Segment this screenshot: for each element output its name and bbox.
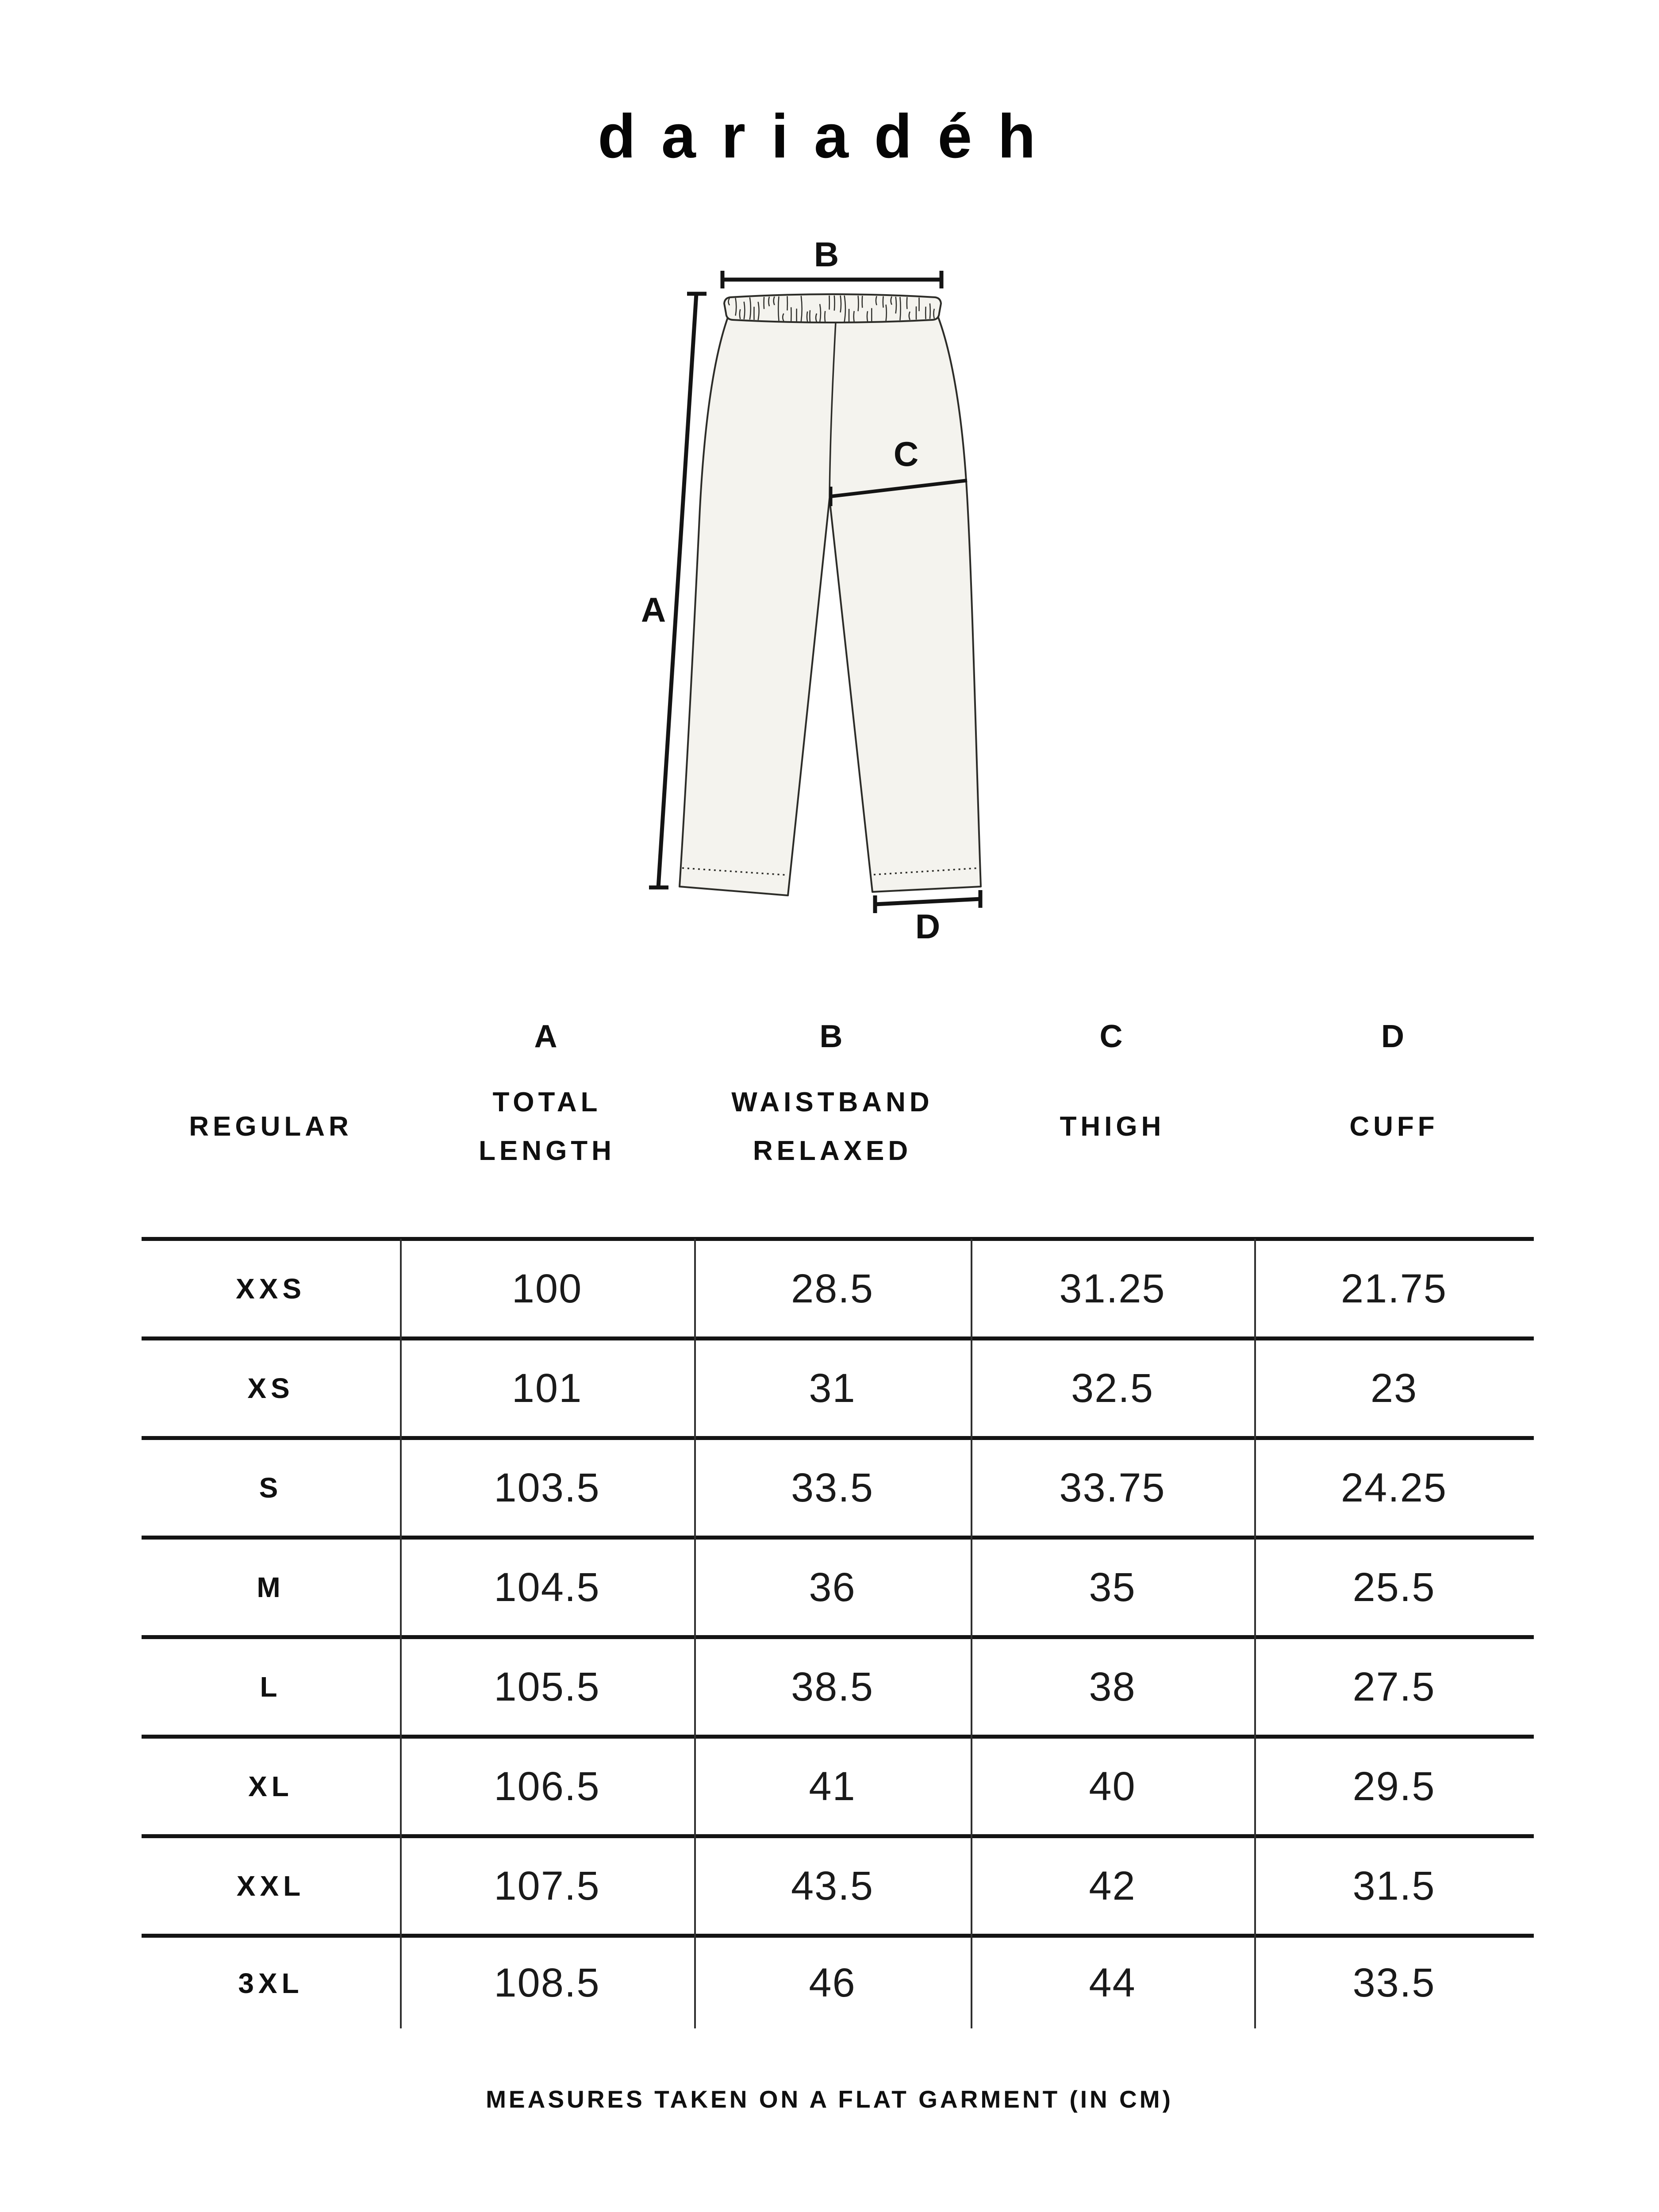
size-label: L [260,1671,282,1703]
header-line: WAISTBAND [731,1087,933,1118]
measurement-note: MEASURES TAKEN ON A FLAT GARMENT (IN CM) [486,2085,1173,2113]
size-label: XL [248,1770,293,1802]
table-row [142,1639,1534,1735]
table-row [142,1838,1534,1934]
cuff-value: 24.25 [1340,1465,1448,1510]
waistband-value: 36 [809,1564,856,1610]
size-label: XXS [235,1273,306,1305]
gather-line [834,296,835,311]
thigh-value: 42 [1089,1863,1136,1909]
total-length-value: 104.5 [494,1564,600,1610]
cuff-value: 31.5 [1352,1863,1436,1909]
thigh-value: 38 [1089,1664,1136,1709]
waistband-value: 38.5 [791,1664,874,1709]
waistband-value: 33.5 [791,1465,874,1510]
thigh-value: 35 [1089,1564,1136,1610]
fit-label: REGULAR [189,1111,353,1142]
row-separator [142,1735,1534,1739]
table-row [142,1241,1534,1336]
table-row [142,1340,1534,1436]
gather-line [933,309,934,319]
column-header-thigh: THIGH [1060,1111,1165,1142]
total-length-value: 101 [511,1365,583,1411]
header-line: TOTAL [492,1087,602,1118]
gather-line [862,296,863,308]
column-letter-b: B [819,1019,845,1054]
thigh-value: 40 [1089,1763,1136,1809]
cuff-value: 23 [1370,1365,1418,1411]
row-separator [142,1237,1534,1241]
diagram-label-d: D [915,907,941,946]
row-separator [142,1934,1534,1938]
row-separator [142,1436,1534,1440]
pants-body [680,316,981,895]
diagram-label-b: B [814,235,839,274]
brand-logo: dariadéh [598,101,1061,171]
total-length-value: 108.5 [494,1960,600,2005]
table-row [142,1938,1534,2028]
row-separator [142,1336,1534,1340]
header-line: LENGTH [479,1136,615,1166]
cuff-value: 27.5 [1352,1664,1436,1709]
column-header-cuff: CUFF [1349,1111,1439,1142]
column-letter-c: C [1099,1019,1125,1054]
thigh-value: 31.25 [1059,1266,1166,1311]
size-label: M [257,1571,285,1603]
row-separator [142,1834,1534,1838]
total-length-value: 105.5 [494,1664,600,1709]
cuff-value: 21.75 [1340,1266,1448,1311]
column-letter-a: A [534,1019,560,1054]
table-row [142,1440,1534,1536]
row-separator [142,1536,1534,1540]
total-length-value: 103.5 [494,1465,600,1510]
cuff-value: 29.5 [1352,1763,1436,1809]
total-length-value: 106.5 [494,1763,600,1809]
total-length-value: 100 [511,1266,583,1311]
waistband-value: 43.5 [791,1863,874,1909]
row-separator [142,1635,1534,1639]
column-letter-d: D [1381,1019,1407,1054]
gather-line [886,305,887,321]
thigh-value: 44 [1089,1960,1136,2005]
diagram-label-c: C [893,434,919,473]
waistband-value: 31 [809,1365,856,1411]
size-label: XS [247,1372,294,1404]
total-length-value: 107.5 [494,1863,600,1909]
waistband-value: 41 [809,1763,856,1809]
cuff-value: 25.5 [1352,1564,1436,1610]
column-header-waistband-relaxed [694,1078,971,1175]
gather-line [778,296,779,321]
header-line: RELAXED [753,1136,912,1166]
thigh-value: 33.75 [1059,1465,1166,1510]
gather-line [858,296,859,311]
waistband [724,294,941,323]
waistband-value: 28.5 [791,1266,874,1311]
cuff-value: 33.5 [1352,1960,1436,2005]
column-header-total-length [400,1078,694,1175]
size-label: XXL [236,1870,305,1902]
size-label: 3XL [238,1967,303,1999]
gather-line [867,311,868,321]
pants-diagram [611,230,1026,964]
waistband-value: 46 [809,1960,856,2005]
thigh-value: 32.5 [1071,1365,1154,1411]
table-row [142,1739,1534,1834]
diagram-label-a: A [641,590,666,629]
size-label: S [259,1472,283,1504]
table-row [142,1540,1534,1635]
